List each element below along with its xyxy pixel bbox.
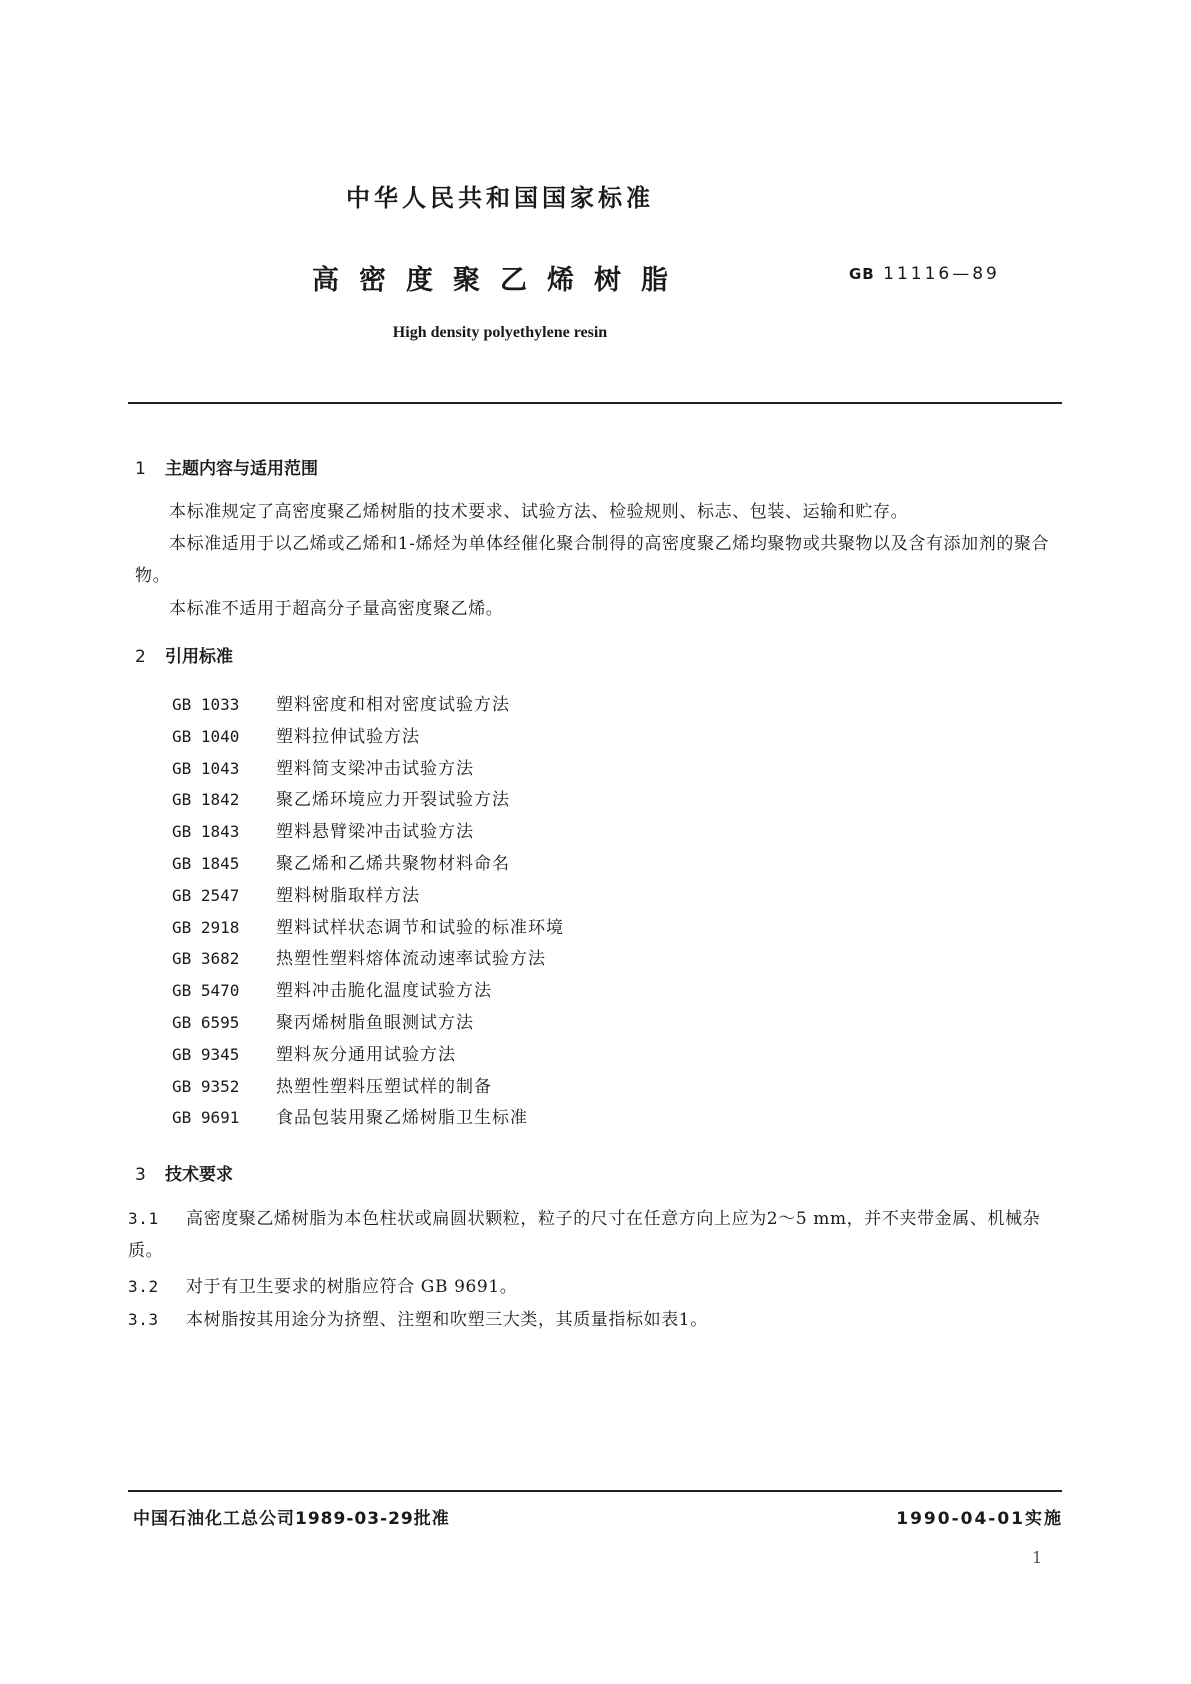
- reference-code: GB 5470: [172, 981, 240, 1001]
- reference-title: 塑料冲击脆化温度试验方法: [276, 981, 492, 1002]
- reference-code: GB 1843: [172, 822, 240, 842]
- list-item: [172, 1007, 564, 1039]
- section-2-heading: [135, 642, 233, 667]
- list-item: [172, 880, 564, 912]
- list-item: [172, 848, 564, 880]
- list-item: [172, 721, 564, 753]
- page-number: 1: [1032, 1548, 1043, 1567]
- reference-code: GB 1043: [172, 758, 240, 778]
- reference-title: 塑料密度和相对密度试验方法: [276, 695, 510, 715]
- footer-divider: [128, 1490, 1062, 1492]
- reference-title: 塑料试样状态调节和试验的标准环境: [276, 917, 564, 938]
- list-item: [172, 912, 564, 944]
- list-item: [172, 784, 564, 816]
- list-item: [172, 689, 564, 721]
- section-3-number: 3: [135, 1165, 146, 1185]
- header-divider: [128, 402, 1062, 404]
- section-3-heading: [135, 1160, 233, 1185]
- list-item: [172, 975, 564, 1007]
- standard-number: [849, 264, 1000, 284]
- reference-code: GB 6595: [172, 1012, 240, 1032]
- list-item: [172, 1102, 564, 1134]
- clause-3-1-text: 高密度聚乙烯树脂为本色柱状或扁圆状颗粒，粒子的尺寸在任意方向上应为2～5 mm，并不夹带金属、机械杂质。: [128, 1209, 1041, 1261]
- list-item: [172, 753, 564, 785]
- reference-code: GB 9691: [172, 1108, 240, 1128]
- reference-code: GB 3682: [172, 949, 240, 969]
- clause-3-1-number: 3.1: [128, 1209, 159, 1228]
- reference-code: GB 1033: [172, 695, 240, 714]
- reference-code: GB 1845: [172, 853, 240, 873]
- clause-3-3-text: 本树脂按其用途分为挤塑、注塑和吹塑三大类，其质量指标如表1。: [186, 1310, 708, 1330]
- reference-title: 塑料拉伸试验方法: [276, 726, 420, 747]
- reference-title: 塑料灰分通用试验方法: [276, 1044, 456, 1065]
- implementation-date: 1990-04-01实施: [896, 1509, 1063, 1529]
- reference-title: 聚丙烯树脂鱼眼测试方法: [276, 1012, 474, 1033]
- reference-title: 塑料悬臂梁冲击试验方法: [276, 822, 474, 843]
- reference-title: 热塑性塑料熔体流动速率试验方法: [276, 949, 546, 970]
- reference-title: 塑料树脂取样方法: [276, 885, 420, 906]
- reference-code: GB 2918: [172, 917, 240, 937]
- list-item: [172, 943, 564, 975]
- list-item: [172, 1071, 564, 1103]
- section-1-number: 1: [135, 459, 146, 479]
- clause-3-1: [128, 1203, 1063, 1267]
- reference-code: GB 1040: [172, 726, 240, 746]
- section-1-paragraph-3: 本标准不适用于超高分子量高密度聚乙烯。: [169, 599, 504, 619]
- clause-3-3: [128, 1305, 708, 1330]
- reference-code: GB 2547: [172, 885, 240, 905]
- section-1-paragraph-1: 本标准规定了高密度聚乙烯树脂的技术要求、试验方法、检验规则、标志、包装、运输和贮存。: [169, 502, 909, 522]
- reference-standards-list: [172, 689, 564, 1134]
- reference-title: 热塑性塑料压塑试样的制备: [276, 1076, 492, 1097]
- reference-code: GB 1842: [172, 790, 240, 810]
- reference-code: GB 9345: [172, 1044, 240, 1064]
- clause-3-2-text: 对于有卫生要求的树脂应符合 GB 9691。: [186, 1277, 518, 1297]
- reference-code: GB 9352: [172, 1076, 240, 1096]
- standard-title: 高密度聚乙烯树脂: [312, 265, 688, 296]
- section-3-title: 技术要求: [165, 1165, 233, 1185]
- reference-title: 食品包装用聚乙烯树脂卫生标准: [276, 1108, 528, 1129]
- approval-statement: 中国石油化工总公司1989-03-29批准: [133, 1509, 450, 1529]
- list-item: [172, 1039, 564, 1071]
- national-standard-title: 中华人民共和国国家标准: [346, 184, 654, 212]
- section-1-paragraph-2: 本标准适用于以乙烯或乙烯和1-烯烃为单体经催化聚合制得的高密度聚乙烯均聚物或共聚物以及含有添加剂的聚合物。: [135, 534, 1050, 586]
- section-1-title: 主题内容与适用范围: [165, 459, 318, 479]
- list-item: [172, 816, 564, 848]
- reference-title: 聚乙烯和乙烯共聚物材料命名: [276, 853, 510, 874]
- section-2-title: 引用标准: [165, 647, 233, 667]
- section-1-heading: [135, 454, 318, 479]
- reference-title: 塑料简支梁冲击试验方法: [276, 758, 474, 779]
- english-title: High density polyethylene resin: [392, 324, 608, 341]
- clause-3-2: [128, 1272, 517, 1297]
- clause-3-2-number: 3.2: [128, 1277, 159, 1296]
- standard-number-value: 11116—89: [883, 264, 1000, 284]
- standard-prefix: GB: [849, 265, 875, 283]
- reference-title: 聚乙烯环境应力开裂试验方法: [276, 790, 510, 811]
- section-2-number: 2: [135, 647, 146, 667]
- clause-3-3-number: 3.3: [128, 1310, 159, 1329]
